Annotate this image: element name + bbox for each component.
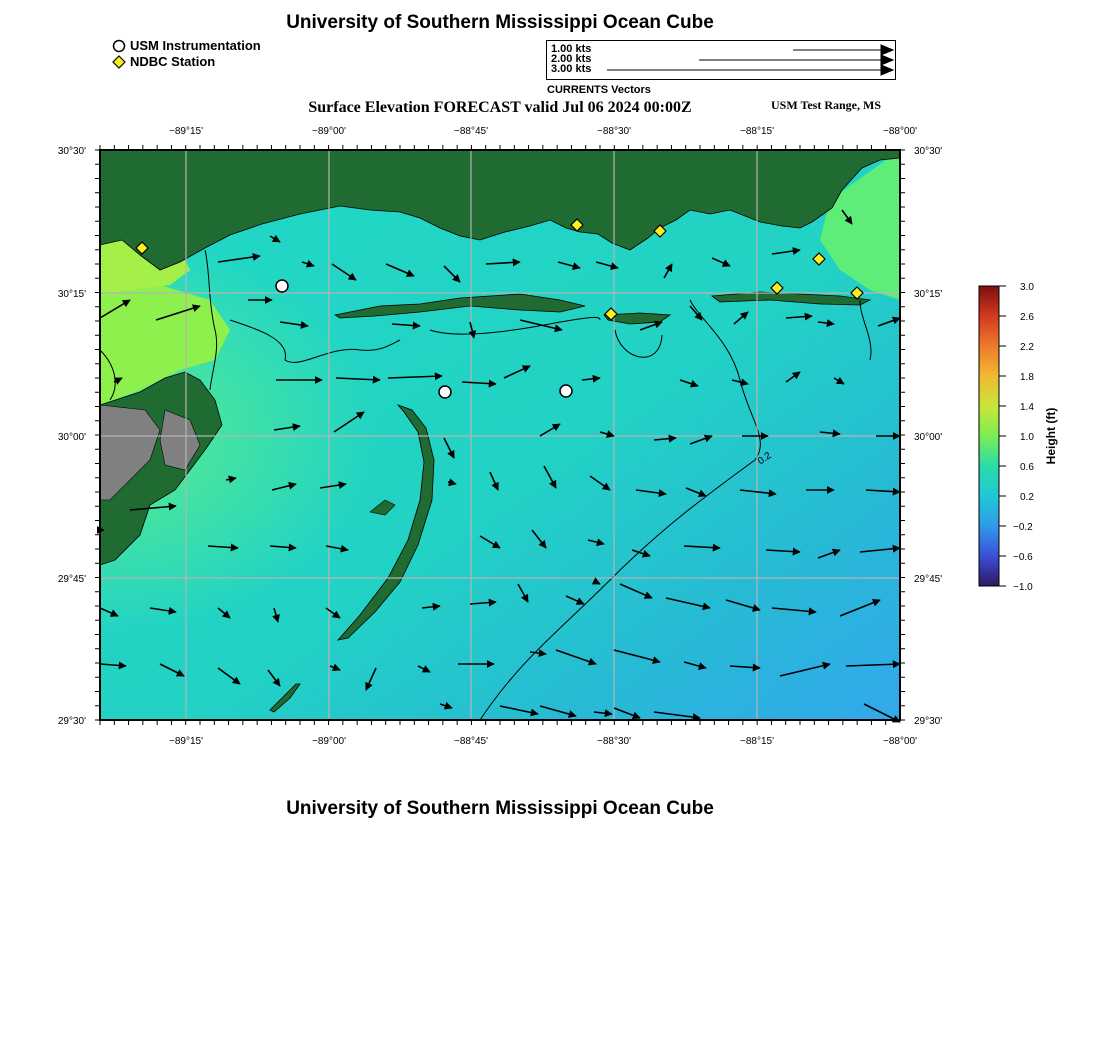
lat-label: 30°00' — [914, 432, 943, 443]
colorbar-tick-label: 1.0 — [1020, 432, 1034, 443]
colorbar-tick-label: 2.2 — [1020, 342, 1034, 353]
lat-label: 30°15' — [57, 289, 86, 300]
usm-instrument-marker[interactable] — [439, 386, 451, 398]
lon-label: −88°15' — [740, 736, 774, 747]
lat-label: 30°30' — [57, 146, 86, 157]
vector-key-entry-3: 3.00 kts — [551, 63, 592, 75]
lon-label: −88°00' — [883, 736, 917, 747]
usm-instrument-marker[interactable] — [276, 280, 288, 292]
map-content — [100, 150, 900, 720]
colorbar-tick-label: −1.0 — [1013, 582, 1033, 593]
lon-label: −89°15' — [169, 126, 203, 137]
lon-label: −88°30' — [597, 736, 631, 747]
lon-labels-top — [169, 126, 917, 137]
lat-labels-right — [914, 146, 942, 727]
lon-label: −89°00' — [312, 736, 346, 747]
lon-label: −89°00' — [312, 126, 346, 137]
lat-label: 30°00' — [57, 432, 86, 443]
lat-label: 29°30' — [914, 716, 943, 727]
lat-label: 30°30' — [914, 146, 943, 157]
vector-key-entry-1: 1.00 kts — [551, 43, 592, 55]
colorbar-tick-label: −0.2 — [1013, 522, 1033, 533]
colorbar-label: Height (ft) — [1044, 407, 1058, 465]
colorbar-tick-label: −0.6 — [1013, 552, 1033, 563]
lat-label: 30°15' — [914, 289, 943, 300]
colorbar-tick-label: 1.8 — [1020, 372, 1034, 383]
page-title: University of Southern Mississippi Ocean Cube — [286, 12, 714, 33]
lat-label: 29°45' — [57, 574, 86, 585]
lon-label: −88°00' — [883, 126, 917, 137]
ndbc-legend-label: NDBC Station — [130, 54, 216, 69]
colorbar — [979, 282, 1058, 593]
usm-instrument-marker[interactable] — [560, 385, 572, 397]
test-range-label: USM Test Range, MS — [771, 98, 882, 112]
lon-label: −88°45' — [454, 126, 488, 137]
usm-legend-label: USM Instrumentation — [130, 38, 261, 53]
lon-label: −88°15' — [740, 126, 774, 137]
contour-label: 0.2 — [755, 450, 774, 468]
colorbar-tick-label: 2.6 — [1020, 312, 1034, 323]
colorbar-gradient — [979, 286, 999, 586]
footer-title: University of Southern Mississippi Ocean Cube — [286, 798, 714, 819]
lon-label: −89°15' — [169, 736, 203, 747]
colorbar-tick-label: 3.0 — [1020, 282, 1034, 293]
vector-key-caption: CURRENTS Vectors — [547, 84, 651, 96]
lon-label: −88°30' — [597, 126, 631, 137]
colorbar-tick-label: 1.4 — [1020, 402, 1034, 413]
forecast-subtitle: Surface Elevation FORECAST valid Jul 06 2024 00:00Z — [308, 99, 692, 116]
lat-labels-left — [58, 146, 86, 727]
lat-label: 29°45' — [914, 574, 943, 585]
lat-label: 29°30' — [57, 716, 86, 727]
vector-key-entry-2: 2.00 kts — [551, 53, 592, 65]
colorbar-tick-label: 0.2 — [1020, 492, 1034, 503]
colorbar-tick-label: 0.6 — [1020, 462, 1034, 473]
lon-labels-bottom — [169, 736, 917, 747]
lon-label: −88°45' — [454, 736, 488, 747]
